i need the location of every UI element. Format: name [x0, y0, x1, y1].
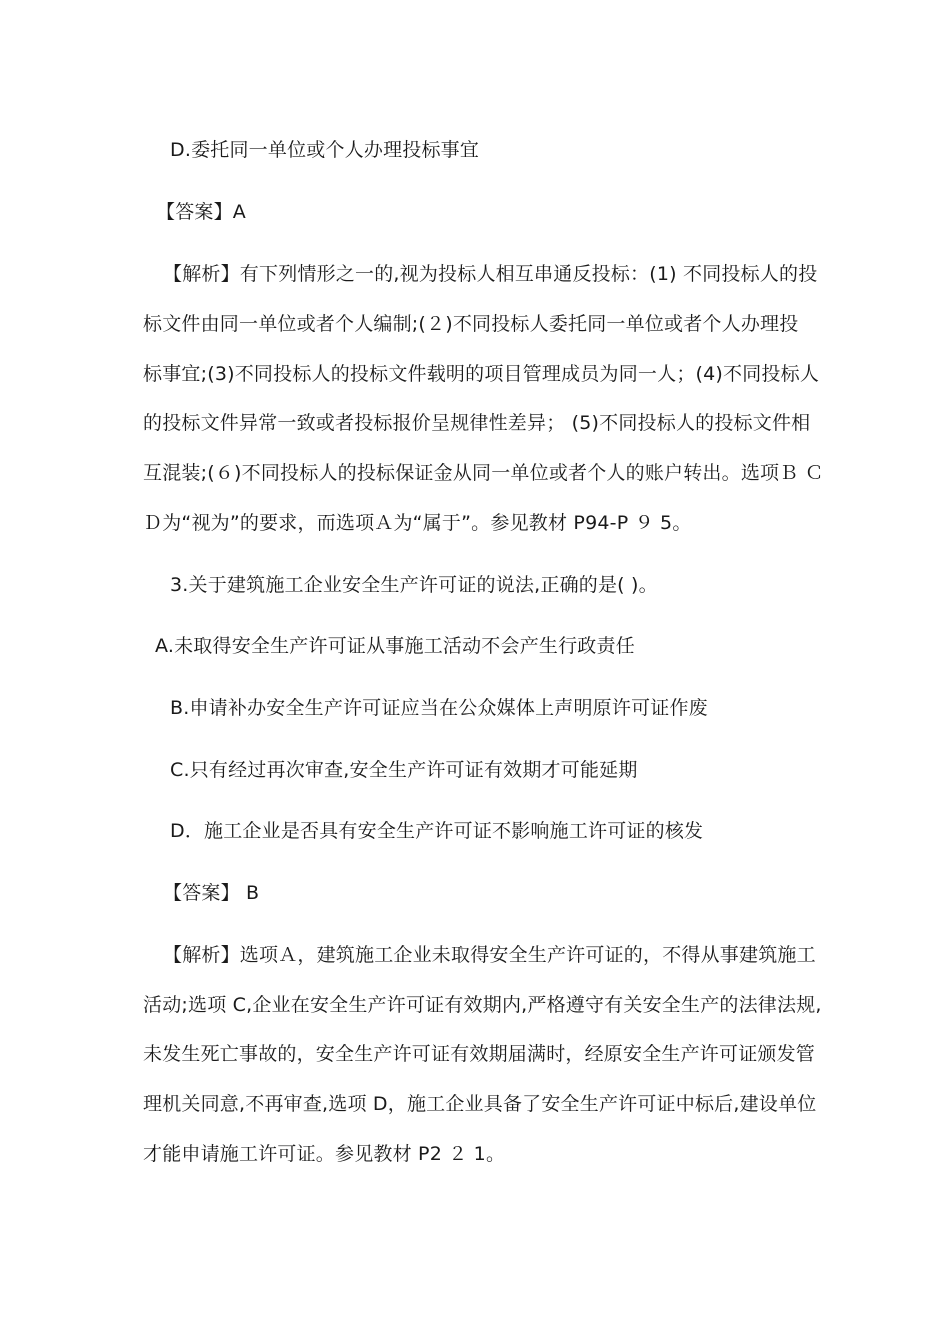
q3-option-b: B.申请补办安全生产许可证应当在公众媒体上声明原许可证作废 [170, 697, 708, 719]
q2-analysis-line: Ｄ为“视为”的要求，而选项Ａ为“属于”。参见教材 P94-P ９ 5。 [143, 512, 692, 534]
q3-analysis-line: 理机关同意,不再审查,选项 D，施工企业具备了安全生产许可证中标后,建设单位 [143, 1093, 817, 1115]
q2-analysis-line: 互混装;(６)不同投标人的投标保证金从同一单位或者个人的账户转出。选项Ｂ Ｃ [143, 462, 824, 484]
q3-option-a: A.未取得安全生产许可证从事施工活动不会产生行政责任 [155, 635, 635, 657]
q2-analysis-line: 【解析】有下列情形之一的,视为投标人相互串通反投标：(1) 不同投标人的投 [163, 263, 818, 285]
q2-answer: 【答案】A [156, 201, 246, 223]
q2-option-d: D.委托同一单位或个人办理投标事宜 [170, 139, 480, 161]
q2-analysis-line: 的投标文件异常一致或者投标报价呈规律性差异； (5)不同投标人的投标文件相 [143, 412, 811, 434]
q3-analysis-line: 才能申请施工许可证。参见教材 P2 ２ 1。 [143, 1143, 506, 1165]
q3-analysis-line: 活动;选项 C,企业在安全生产许可证有效期内,严格遵守有关安全生产的法律法规, [143, 994, 822, 1016]
q3-analysis-line: 未发生死亡事故的，安全生产许可证有效期届满时，经原安全生产许可证颁发管 [143, 1043, 816, 1065]
q3-option-d: D．施工企业是否具有安全生产许可证不影响施工许可证的核发 [170, 820, 704, 842]
q3-option-c: C.只有经过再次审查,安全生产许可证有效期才可能延期 [170, 759, 638, 781]
q2-analysis-line: 标文件由同一单位或者个人编制;(２)不同投标人委托同一单位或者个人办理投 [143, 313, 799, 335]
q3-analysis-line: 【解析】选项Ａ，建筑施工企业未取得安全生产许可证的，不得从事建筑施工 [163, 944, 816, 966]
q3-answer: 【答案】 B [163, 882, 260, 904]
q3-stem: 3.关于建筑施工企业安全生产许可证的说法,正确的是( )。 [170, 574, 658, 596]
q2-analysis-line: 标事宜;(3)不同投标人的投标文件载明的项目管理成员为同一人；(4)不同投标人 [143, 363, 820, 385]
